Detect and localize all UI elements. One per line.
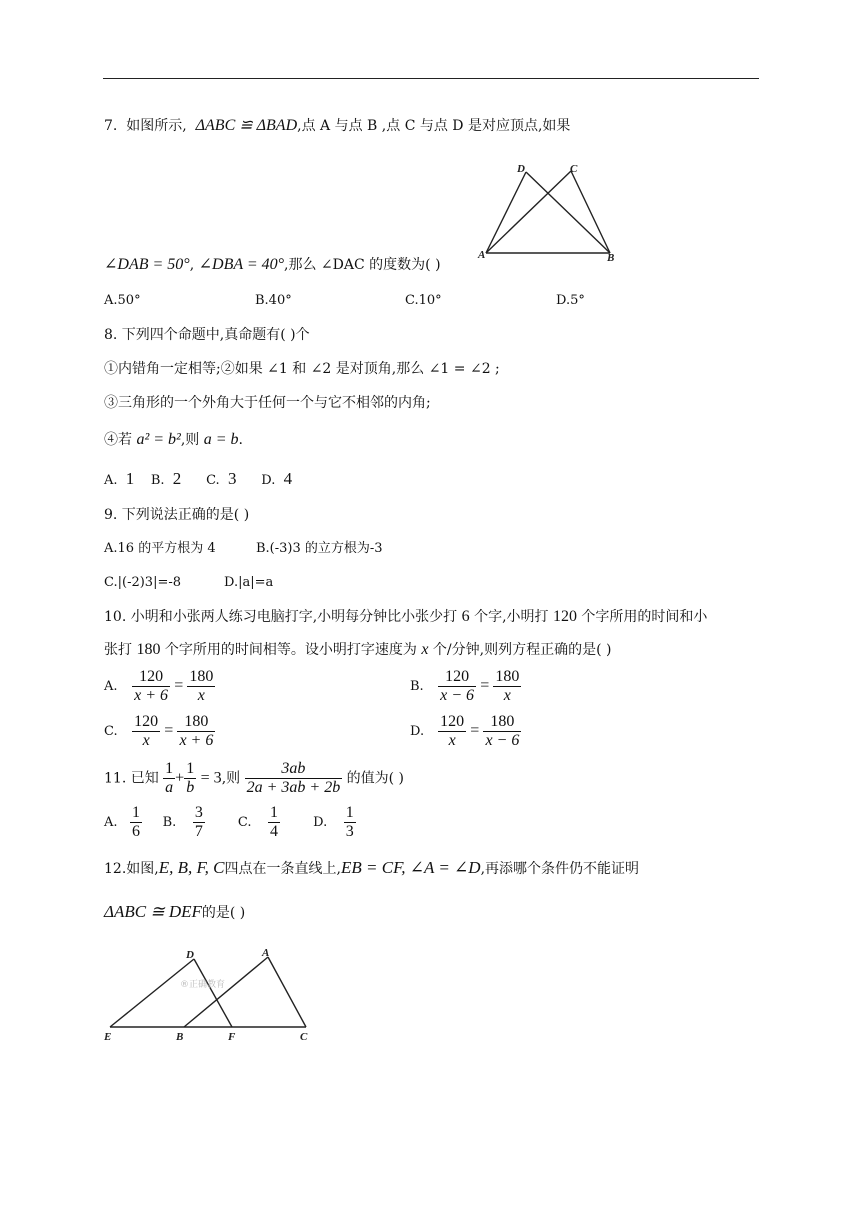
q12-label-f: F [228, 1031, 236, 1043]
q9-option-a[interactable]: A.16 的平方根为 4 [104, 541, 216, 556]
q12-stem-line2: ΔABC ≅ DEF的是( ) [104, 902, 246, 921]
q12-watermark: ®正确教育 [180, 980, 226, 990]
q11-stem: 11. 已知 $\frac{1}{a}$ + $\frac{1}{b}$ = 3,则 $\frac{3ab}{2a + 3ab + 2b}$ 的值为( ) [104, 760, 405, 796]
q12-label-d: D [186, 949, 194, 961]
q7-label-c: C [570, 163, 578, 175]
q12-label-e: E [104, 1031, 112, 1043]
q7-label-b: B [607, 252, 615, 264]
q9-stem: 9. 下列说法正确的是( ) [104, 507, 250, 523]
q9-option-b[interactable]: B.(-3)3 的立方根为-3 [256, 541, 383, 556]
q7-option-a[interactable]: A.50° [104, 293, 141, 308]
q10-option-c[interactable]: C. $\frac{120}{x}$ = $\frac{180}{x + 6}$ [104, 713, 214, 749]
q9-option-c[interactable]: C.|(-2)3|=-8 [104, 575, 182, 590]
q10-option-b[interactable]: B. $\frac{120}{x - 6}$ = $\frac{180}{x}$ [410, 668, 520, 704]
q8-stem: 8. 下列四个命题中,真命题有( )个 [104, 327, 310, 343]
q8-options [104, 469, 292, 491]
q8-statement-1-2: ①内错角一定相等;②如果 ∠1 和 ∠2 是对顶角,那么 ∠1 = ∠2 ; [104, 361, 500, 377]
q8-statement-4: ④若 a² = b²,则 a = b. [104, 431, 243, 448]
q7-figure [480, 160, 620, 264]
q11-option-c[interactable]: C. $\frac{1}{4}$ [237, 804, 279, 840]
q10-stem-line2: 张打 180 个字所用的时间相等。设小明打字速度为 x 个/分钟,则列方程正确的是( ) [104, 641, 612, 658]
q12-label-c: C [300, 1031, 308, 1043]
q9-option-d[interactable]: D.|a|=a [224, 575, 274, 590]
q11-options [104, 804, 356, 841]
q10-option-a[interactable]: A. $\frac{120}{x + 6}$ = $\frac{180}{x}$ [104, 668, 214, 704]
q10-stem-line1: 10. 小明和小张两人练习电脑打字,小明每分钟比小张少打 6 个字,小明打 120 个字所用的时间和小 [104, 608, 708, 625]
q7-label-d: D [517, 163, 525, 175]
q10-option-d[interactable]: D. $\frac{120}{x}$ = $\frac{180}{x - 6}$ [410, 713, 520, 749]
q12-label-a: A [262, 947, 270, 959]
q12-label-b: B [176, 1031, 184, 1043]
q7-condition: ∠DAB = 50°, ∠DBA = 40°,那么 ∠DAC 的度数为( ) [104, 256, 441, 273]
q12-figure [100, 945, 320, 1045]
q12-stem-line1: 12.如图,E, B, F, C四点在一条直线上,EB = CF, ∠A = ∠D,再添哪个条件仍不能证明 [104, 858, 640, 877]
q7-stem: 7. 如图所示, ΔABC ≌ ΔBAD,点 A 与点 B ,点 C 与点 D 是对应顶点,如果 [104, 117, 571, 134]
q8-option-c[interactable]: C. 3 [206, 469, 237, 488]
q8-statement-3: ③三角形的一个外角大于任何一个与它不相邻的内角; [104, 395, 431, 411]
q7-option-c[interactable]: C.10° [405, 293, 442, 308]
q8-option-b[interactable]: B. 2 [150, 469, 182, 488]
q8-option-d[interactable]: D. 4 [261, 469, 293, 488]
header-rule [103, 78, 759, 79]
q11-option-d[interactable]: D. $\frac{1}{3}$ [313, 804, 354, 840]
q7-label-a: A [478, 249, 486, 261]
q11-option-b[interactable]: B. $\frac{3}{7}$ [162, 804, 203, 840]
q11-option-a[interactable]: A. $\frac{1}{6}$ [104, 804, 140, 840]
q7-option-b[interactable]: B.40° [255, 293, 292, 308]
q8-option-a[interactable]: A. 1 [104, 469, 135, 488]
q7-option-d[interactable]: D.5° [556, 293, 585, 308]
